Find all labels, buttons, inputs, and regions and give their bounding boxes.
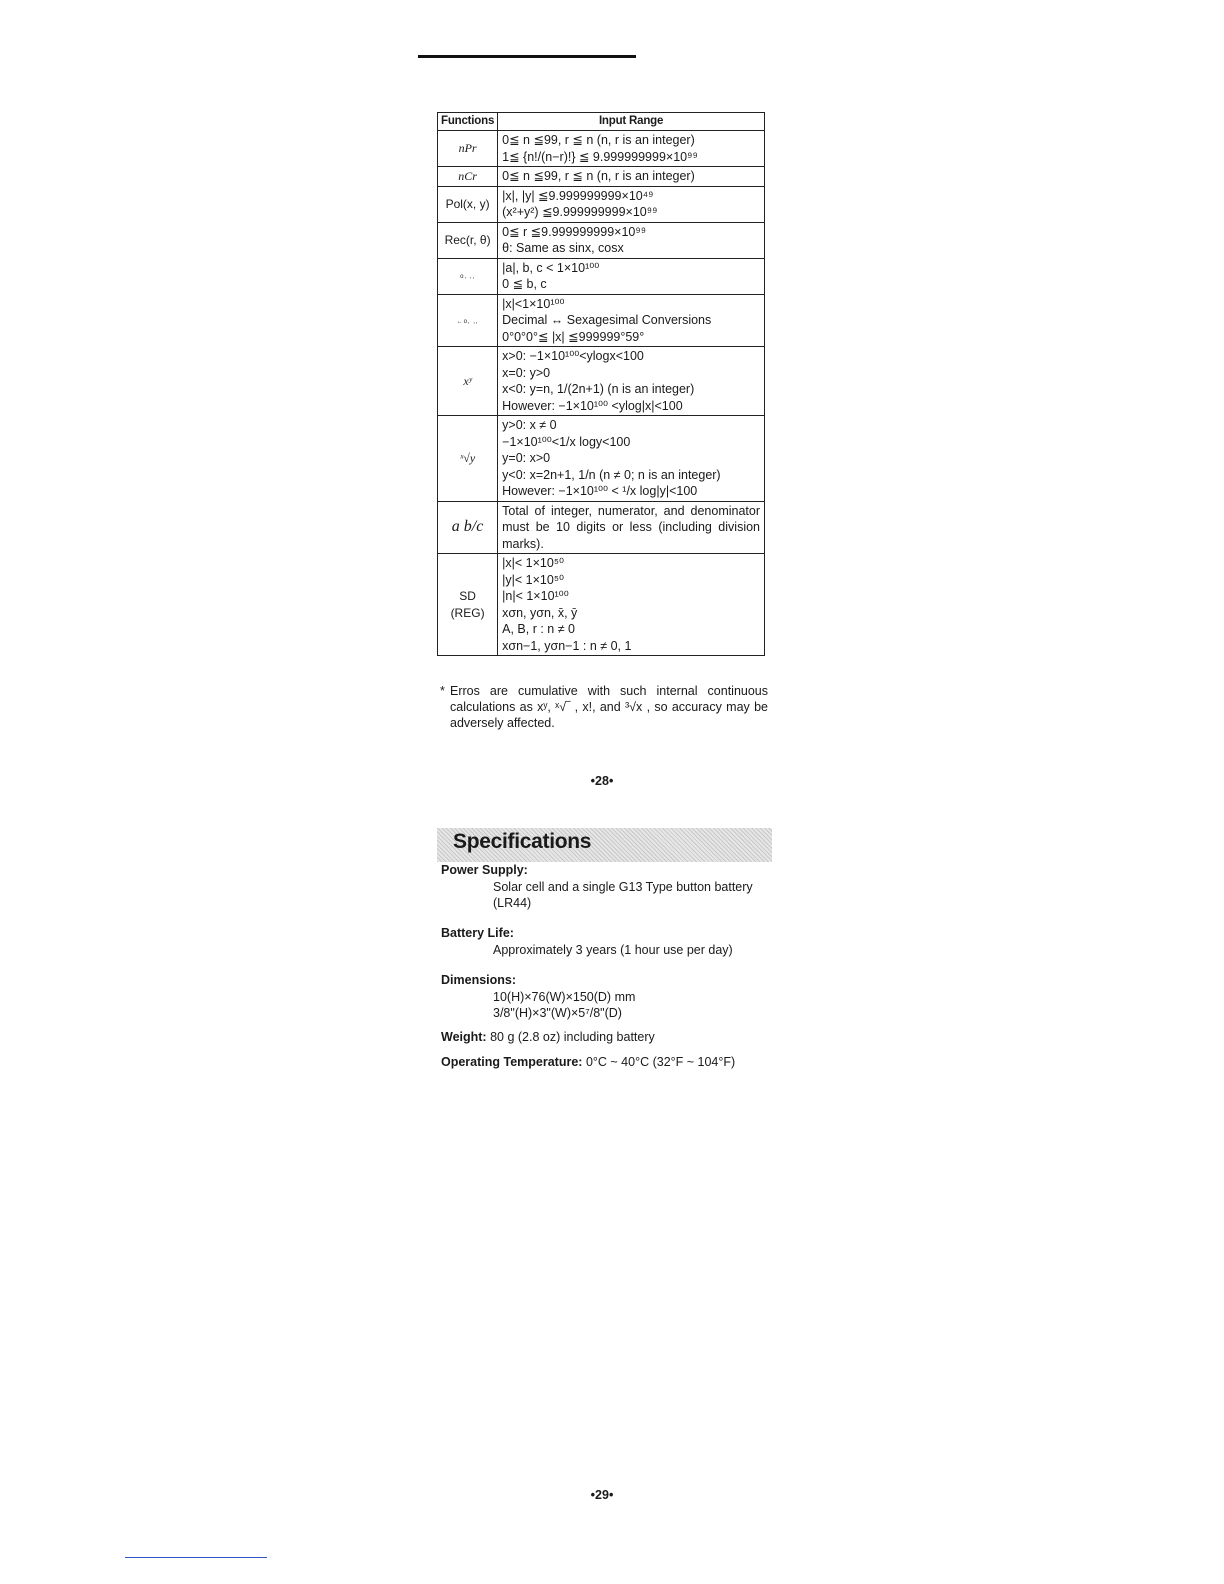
function-name: a b/c xyxy=(451,518,484,535)
footnote-text: Erros are cumulative with such internal continuous calculations as xʸ, ˣ√‾ , x!, and ³√x , so accuracy may be adversely affected. xyxy=(450,684,768,730)
table-row xyxy=(438,258,765,294)
header-input-range: Input Range xyxy=(498,113,765,131)
range-line: |x|, |y| ≦9.999999999×10⁴⁹ xyxy=(502,188,654,203)
range-line: xσn−1, yσn−1 : n ≠ 0, 1 xyxy=(502,638,632,653)
range-line: |n|< 1×10¹⁰⁰ xyxy=(502,589,569,603)
range-line: However: −1×10¹⁰⁰ < ¹/x log|y|<100 xyxy=(502,484,698,498)
top-rule xyxy=(418,55,636,58)
spec-value: 10(H)×76(W)×150(D) mm xyxy=(493,989,636,1004)
range-cell xyxy=(498,167,765,187)
range-line: Total of integer, numerator, and denominator must be 10 digits or less (including division marks). xyxy=(502,503,760,551)
range-line: θ: Same as sinx, cosx xyxy=(502,241,624,255)
table-row xyxy=(438,186,765,222)
range-cell xyxy=(498,131,765,167)
spec-value: 3/8"(H)×3"(W)×5⁷/8"(D) xyxy=(493,1006,622,1020)
range-line: y>0: x ≠ 0 xyxy=(502,418,557,432)
range-line: |x|< 1×10⁵⁰ xyxy=(502,556,565,570)
table-row xyxy=(438,347,765,416)
spec-weight xyxy=(441,1029,781,1046)
range-line: x=0: y>0 xyxy=(502,365,551,380)
function-cell xyxy=(438,501,498,554)
table-row xyxy=(438,501,765,554)
range-cell xyxy=(498,258,765,294)
range-line: 0≦ n ≦99, r ≦ n (n, r is an integer) xyxy=(502,133,695,147)
spec-power-supply xyxy=(441,862,781,912)
range-line: |y|< 1×10⁵⁰ xyxy=(502,572,565,587)
range-line: |x|<1×10¹⁰⁰ xyxy=(502,296,565,311)
specifications-title: Specifications xyxy=(453,830,592,853)
range-line: 0≦ r ≦9.999999999×10⁹⁹ xyxy=(502,224,647,239)
function-name: SD (REG) xyxy=(450,589,485,620)
bottom-rule xyxy=(125,1557,267,1558)
spec-value: Solar cell and a single G13 Type button battery xyxy=(493,879,753,894)
range-line: xσn, yσn, x̄, ȳ xyxy=(502,605,578,620)
range-line: x>0: −1×10¹⁰⁰<ylogx<100 xyxy=(502,349,644,363)
range-cell xyxy=(498,554,765,656)
function-name: o, ,, xyxy=(460,274,476,281)
range-line: 0 ≦ b, c xyxy=(502,277,547,291)
range-cell xyxy=(498,347,765,416)
function-name: ←o, ,, xyxy=(456,318,479,325)
function-name: xʸ xyxy=(463,373,472,388)
header-functions: Functions xyxy=(438,113,498,131)
page-number: •28• xyxy=(590,774,614,788)
function-name: ˣ√y xyxy=(459,451,476,465)
table-row xyxy=(438,416,765,502)
spec-value: (LR44) xyxy=(493,896,532,910)
spec-label: Weight: xyxy=(441,1030,487,1044)
spec-dimensions xyxy=(441,972,781,1022)
range-line: A, B, r : n ≠ 0 xyxy=(502,622,575,636)
function-cell xyxy=(438,167,498,187)
function-name: nCr xyxy=(458,169,477,183)
table-row xyxy=(438,222,765,258)
table-row xyxy=(438,294,765,347)
table-row xyxy=(438,131,765,167)
spec-value: 80 g (2.8 oz) including battery xyxy=(490,1030,655,1044)
range-line: However: −1×10¹⁰⁰ <ylog|x|<100 xyxy=(502,398,683,413)
function-cell xyxy=(438,416,498,502)
range-line: Decimal ↔ Sexagesimal Conversions xyxy=(502,313,712,327)
function-cell xyxy=(438,222,498,258)
spec-value: 0°C ~ 40°C (32°F ~ 104°F) xyxy=(585,1055,736,1069)
spec-battery-life xyxy=(441,925,781,958)
function-cell xyxy=(438,131,498,167)
footnote xyxy=(440,683,768,731)
spec-label: Battery Life: xyxy=(441,926,514,940)
range-line: 1≦ {n!/(n−r)!} ≦ 9.999999999×10⁹⁹ xyxy=(502,149,698,164)
table-row xyxy=(438,554,765,656)
spec-label: Power Supply: xyxy=(441,863,528,877)
function-cell xyxy=(438,294,498,347)
range-line: 0≦ n ≦99, r ≦ n (n, r is an integer) xyxy=(502,169,695,183)
function-cell xyxy=(438,258,498,294)
spec-operating-temperature xyxy=(441,1054,781,1071)
spec-value: Approximately 3 years (1 hour use per day) xyxy=(493,942,733,957)
range-cell xyxy=(498,222,765,258)
range-line: (x²+y²) ≦9.999999999×10⁹⁹ xyxy=(502,205,658,219)
range-cell xyxy=(498,416,765,502)
page-number: •29• xyxy=(590,1488,614,1502)
range-line: x<0: y=n, 1/(2n+1) (n is an integer) xyxy=(502,382,695,396)
table-header-row xyxy=(438,113,765,131)
spec-label: Operating Temperature: xyxy=(441,1055,583,1069)
range-cell xyxy=(498,186,765,222)
function-name: Rec(r, θ) xyxy=(444,232,491,247)
range-line: −1×10¹⁰⁰<1/x logy<100 xyxy=(502,434,631,449)
spec-label: Dimensions: xyxy=(441,973,517,987)
table-row xyxy=(438,167,765,187)
function-cell xyxy=(438,186,498,222)
range-cell xyxy=(498,501,765,554)
function-name: nPr xyxy=(458,141,477,156)
function-cell xyxy=(438,554,498,656)
function-name: Pol(x, y) xyxy=(445,196,490,211)
range-line: 0°0°0°≦ |x| ≦999999°59° xyxy=(502,329,645,344)
footnote-marker: * xyxy=(440,684,445,698)
input-range-table xyxy=(437,112,765,656)
function-cell xyxy=(438,347,498,416)
range-cell xyxy=(498,294,765,347)
range-line: y<0: x=2n+1, 1/n (n ≠ 0; n is an integer) xyxy=(502,467,721,482)
range-line: y=0: x>0 xyxy=(502,451,551,465)
range-line: |a|, b, c < 1×10¹⁰⁰ xyxy=(502,260,600,275)
